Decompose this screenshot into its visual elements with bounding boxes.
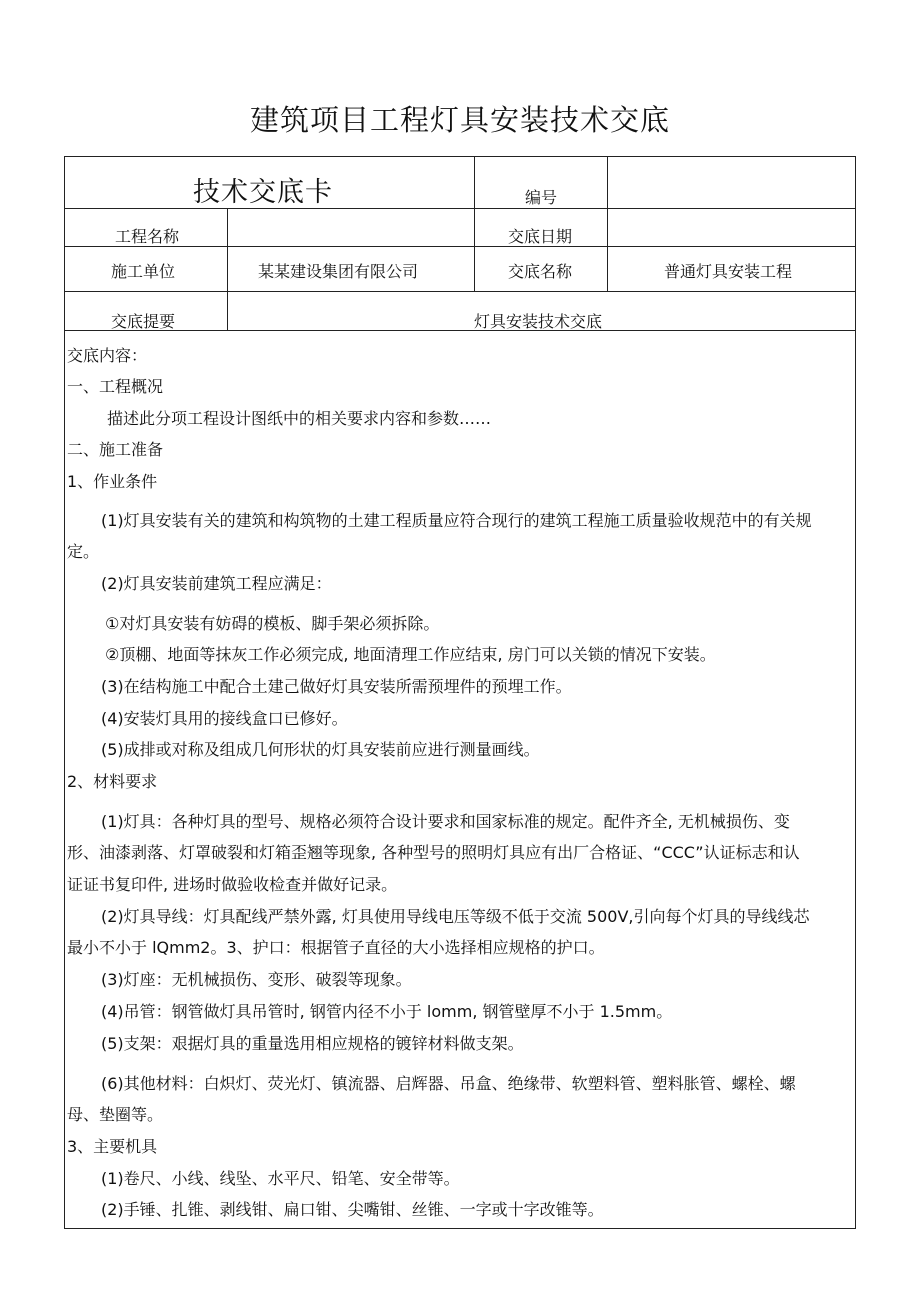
- content-line: (3)灯座：无机械损伤、变形、破裂等现象。: [101, 970, 412, 989]
- summary-value: 灯具安装技术交底: [474, 312, 603, 331]
- content-line: (5)支架：艰据灯具的重量选用相应规格的镀锌材料做支架。: [101, 1034, 524, 1053]
- date-label: 交底日期: [508, 227, 573, 246]
- row-summary: [65, 291, 855, 331]
- content-line: 1、作业条件: [67, 472, 158, 491]
- name-label-cell: [475, 246, 608, 291]
- disclosure-table: [64, 156, 856, 1229]
- content-line: 3、主要机具: [67, 1137, 158, 1156]
- content-line: (1)卷尺、小线、线坠、水平尺、铅笔、安全带等。: [101, 1169, 460, 1188]
- content-line: ②顶棚、地面等抹灰工作必须完成, 地面清理工作应结束, 房门可以关锁的情况下安装。: [105, 645, 716, 664]
- content-line: 二、施工准备: [67, 440, 164, 459]
- content-line: 一、工程概况: [67, 377, 164, 396]
- content-line: (2)灯具导线：灯具配线严禁外露, 灯具使用导线电压等级不低于交流 500V,引向每个灯具的导线线芯: [101, 907, 810, 926]
- content-line: (1)灯具：各种灯具的型号、规格必须符合设计要求和国家标准的规定。配件齐全, 无机械损伤、变: [101, 812, 790, 831]
- unit-value: 某某建设集团有限公司: [258, 262, 419, 281]
- date-value-cell[interactable]: [608, 208, 855, 246]
- content-line: (5)成排或对称及组成几何形状的灯具安装前应进行测量画线。: [101, 740, 540, 759]
- card-title-cell: [65, 157, 475, 208]
- name-value-cell: [608, 246, 855, 291]
- content-line: (4)吊管：钢管做灯具吊管时, 钢管内径不小于 lomm, 钢管壁厚不小于 1.5mm。: [101, 1002, 673, 1021]
- unit-label-cell: [65, 246, 228, 291]
- date-label-cell: [475, 208, 608, 246]
- content-line: 母、垫圈等。: [67, 1105, 164, 1124]
- content-line: 描述此分项工程设计图纸中的相关要求内容和参数……: [107, 409, 492, 428]
- content-line: (6)其他材料：白炽灯、荧光灯、镇流器、启辉器、吊盒、绝缘带、软塑料管、塑料胀管、螺栓、螺: [101, 1074, 796, 1093]
- project-name-label-cell: [65, 208, 228, 246]
- content-line: 2、材料要求: [67, 772, 158, 791]
- content-line: 最小不小于 lQmm2。3、护口：根据管子直径的大小选择相应规格的护口。: [67, 938, 605, 957]
- page-title: 建筑项目工程灯具安装技术交底: [249, 103, 670, 137]
- row-project-name: [65, 208, 855, 247]
- content-line: 定。: [67, 542, 100, 561]
- number-label-cell: [475, 157, 608, 208]
- name-label: 交底名称: [508, 262, 573, 281]
- content-line: (2)灯具安装前建筑工程应满足：: [101, 574, 332, 593]
- unit-value-cell: [228, 246, 475, 291]
- content-line: (3)在结构施工中配合土建己做好灯具安装所需预埋件的预埋工作。: [101, 677, 572, 696]
- name-value: 普通灯具安装工程: [664, 262, 793, 281]
- content-line: (1)灯具安装有关的建筑和构筑物的土建工程质量应符合现行的建筑工程施工质量验收规范中的有关规: [101, 511, 812, 530]
- project-name-value-cell[interactable]: [228, 208, 475, 246]
- content-line: (4)安装灯具用的接线盒口已修好。: [101, 709, 348, 728]
- row-card-title: [65, 157, 855, 209]
- row-construction-unit: [65, 246, 855, 292]
- content-heading: 交底内容：: [67, 346, 148, 365]
- content-line: (2)手锤、扎锥、剥线钳、扁口钳、尖嘴钳、丝锥、一字或十字改锥等。: [101, 1200, 604, 1219]
- summary-value-cell: [228, 291, 855, 330]
- content-line: 证证书复印件, 进场时做验收检查并做好记录。: [67, 875, 398, 894]
- summary-label-cell: [65, 291, 228, 330]
- card-title: 技术交底卡: [193, 177, 333, 208]
- content-line: 形、油漆剥落、灯罩破裂和灯箱歪翘等现象, 各种型号的照明灯具应有出厂合格证、“CCC”认证标志和认: [67, 843, 800, 862]
- summary-label: 交底提要: [111, 312, 176, 331]
- unit-label: 施工单位: [111, 262, 176, 281]
- number-label: 编号: [525, 188, 558, 207]
- number-value-cell[interactable]: [608, 157, 855, 208]
- project-name-label: 工程名称: [115, 227, 180, 246]
- content-line: ①对灯具安装有妨碍的模板、脚手架必须拆除。: [105, 614, 440, 633]
